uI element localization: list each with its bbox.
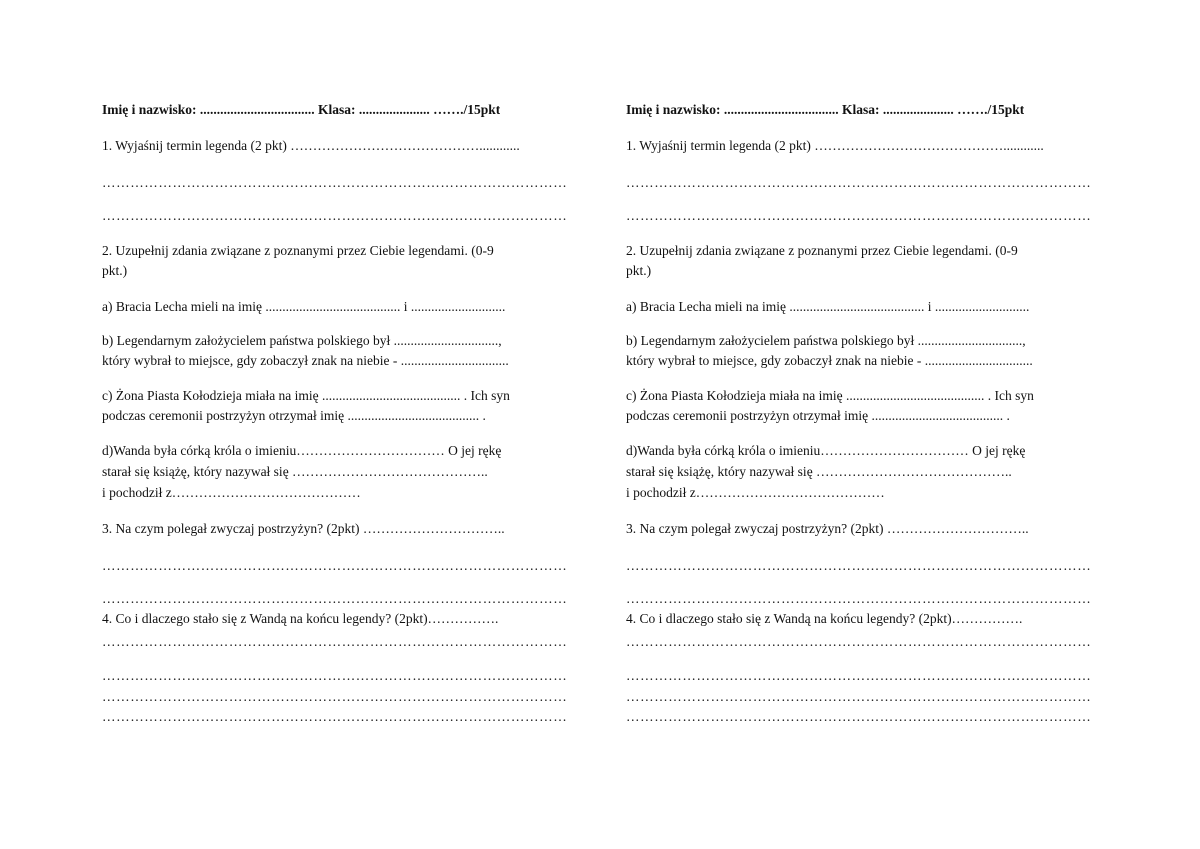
q4-answer-line: ………………………………………………………………………………………	[102, 709, 568, 724]
q2-item-b: b) Legendarnym założycielem państwa polskiego był ...............................,	[626, 333, 1026, 348]
q2-item-b: b) Legendarnym założycielem państwa polskiego był ...............................,	[102, 333, 502, 348]
score-label: ……./15pkt	[433, 102, 501, 117]
header-row	[626, 100, 1024, 120]
q1-prompt: 1. Wyjaśnij termin legenda (2 pkt) ……………………………………............	[626, 138, 1044, 153]
q3-answer-line: ………………………………………………………………………………………	[102, 558, 568, 573]
q1-answer-line: ………………………………………………………………………………………	[626, 208, 1092, 223]
q4-answer-line: ………………………………………………………………………………………	[626, 709, 1092, 724]
q2-item-d-cont: i pochodził z……………………………………	[102, 485, 361, 500]
q2-prompt-cont: pkt.)	[626, 263, 652, 278]
q4-answer-line: ………………………………………………………………………………………	[626, 689, 1092, 704]
q1-answer-line: ………………………………………………………………………………………	[626, 175, 1092, 190]
q3-prompt: 3. Na czym polegał zwyczaj postrzyżyn? (2pkt) …………………………..	[102, 521, 505, 536]
q4-prompt: 4. Co i dlaczego stało się z Wandą na końcu legendy? (2pkt)…………….	[626, 611, 1023, 626]
q3-answer-line: ………………………………………………………………………………………	[102, 591, 568, 606]
q2-prompt: 2. Uzupełnij zdania związane z poznanymi przez Ciebie legendami. (0-9	[626, 243, 1018, 258]
name-label: Imię i nazwisko: ..................................	[102, 102, 315, 117]
score-label: ……./15pkt	[957, 102, 1025, 117]
q2-item-c: c) Żona Piasta Kołodzieja miała na imię ......................................... . Ich syn	[626, 388, 1034, 403]
q2-item-c-cont: podczas ceremonii postrzyżyn otrzymał imię ....................................... .	[102, 408, 486, 423]
q4-answer-line: ………………………………………………………………………………………	[626, 668, 1092, 683]
q2-item-d-cont: starał się książę, który nazywał się ……………………………………..	[102, 464, 488, 479]
name-label: Imię i nazwisko: ..................................	[626, 102, 839, 117]
q1-answer-line: ………………………………………………………………………………………	[102, 175, 568, 190]
q2-item-d-cont: starał się książę, który nazywał się ……………………………………..	[626, 464, 1012, 479]
q4-answer-line: ………………………………………………………………………………………	[102, 634, 568, 649]
q3-answer-line: ………………………………………………………………………………………	[626, 591, 1092, 606]
q4-answer-line: ………………………………………………………………………………………	[626, 634, 1092, 649]
q2-item-a: a) Bracia Lecha mieli na imię ........................................ i ............................	[102, 299, 506, 314]
header-row	[102, 100, 500, 120]
q2-item-a: a) Bracia Lecha mieli na imię ........................................ i ............................	[626, 299, 1030, 314]
q2-item-d-cont: i pochodził z……………………………………	[626, 485, 885, 500]
q4-answer-line: ………………………………………………………………………………………	[102, 668, 568, 683]
q4-answer-line: ………………………………………………………………………………………	[102, 689, 568, 704]
q2-item-d: d)Wanda była córką króla o imieniu…………………………… O jej rękę	[102, 443, 502, 458]
q2-item-b-cont: który wybrał to miejsce, gdy zobaczył znak na niebie - ................................	[626, 353, 1033, 368]
q2-item-b-cont: który wybrał to miejsce, gdy zobaczył znak na niebie - ................................	[102, 353, 509, 368]
q2-prompt: 2. Uzupełnij zdania związane z poznanymi przez Ciebie legendami. (0-9	[102, 243, 494, 258]
class-label: Klasa: .....................	[318, 102, 430, 117]
q1-answer-line: ………………………………………………………………………………………	[102, 208, 568, 223]
q2-item-c-cont: podczas ceremonii postrzyżyn otrzymał imię ....................................... .	[626, 408, 1010, 423]
q3-prompt: 3. Na czym polegał zwyczaj postrzyżyn? (2pkt) …………………………..	[626, 521, 1029, 536]
class-label: Klasa: .....................	[842, 102, 954, 117]
q2-item-d: d)Wanda była córką króla o imieniu…………………………… O jej rękę	[626, 443, 1026, 458]
q2-prompt-cont: pkt.)	[102, 263, 128, 278]
q3-answer-line: ………………………………………………………………………………………	[626, 558, 1092, 573]
q2-item-c: c) Żona Piasta Kołodzieja miała na imię ......................................... . Ich syn	[102, 388, 510, 403]
q4-prompt: 4. Co i dlaczego stało się z Wandą na końcu legendy? (2pkt)…………….	[102, 611, 499, 626]
q1-prompt: 1. Wyjaśnij termin legenda (2 pkt) ……………………………………............	[102, 138, 520, 153]
